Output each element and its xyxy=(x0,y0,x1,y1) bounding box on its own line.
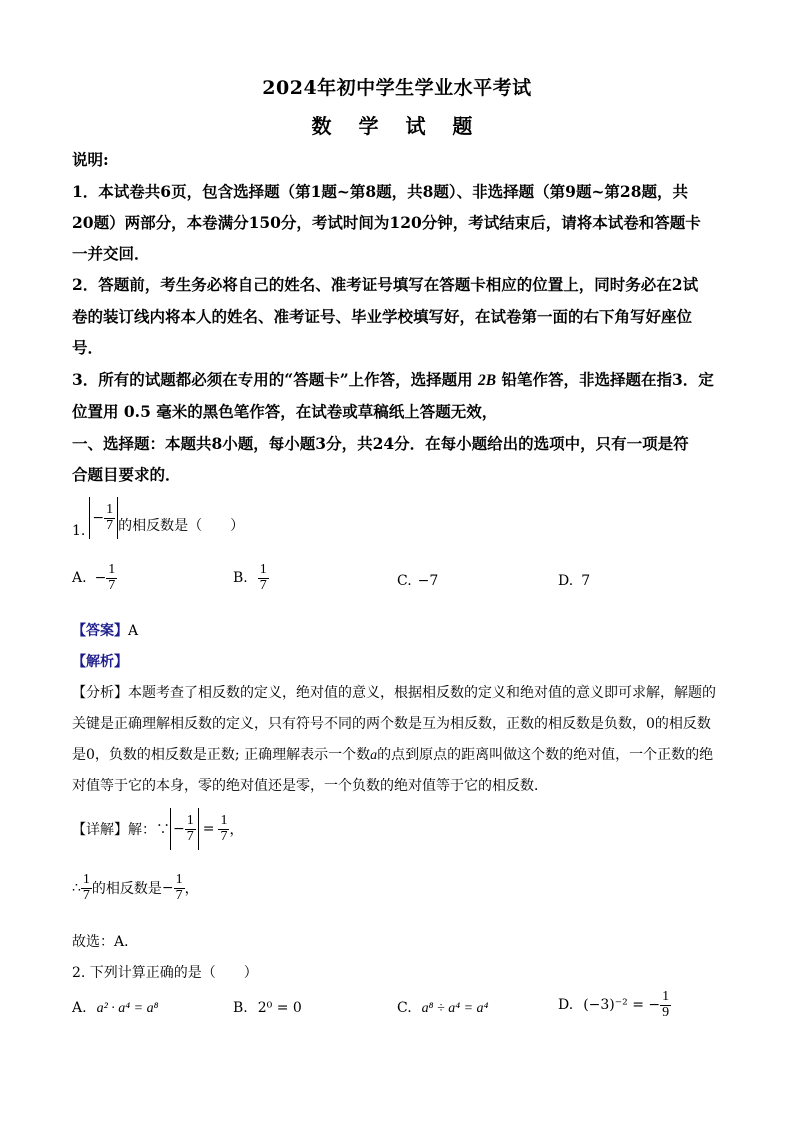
q2-option-b xyxy=(233,1000,302,1016)
instruction-3-pencil: 2B xyxy=(478,372,497,389)
q1-option-c xyxy=(397,573,438,589)
detail-prefix: 解：∵ xyxy=(128,822,170,838)
instruction-1-line-2: 20题）两部分，本卷满分150分，考试时间为120分钟，考试结束后，请将本试卷和答题卡 xyxy=(72,213,701,232)
fraction-denominator: 7 xyxy=(106,517,114,533)
fenxi-line-1 xyxy=(72,682,716,702)
fraction xyxy=(258,563,269,593)
option-value: 7 xyxy=(581,573,591,589)
instruction-3-part-c: 铅笔作答，非选择题在指3．定 xyxy=(496,370,714,389)
option-expression: a⁸ ÷ a⁴ = a⁴ xyxy=(421,1001,489,1016)
fraction-denominator: 7 xyxy=(82,887,90,903)
minus-sign: − xyxy=(92,510,105,526)
fraction xyxy=(218,814,229,844)
therefore-symbol: ∴ xyxy=(72,880,81,897)
fraction-numerator: 1 xyxy=(106,501,114,517)
option-label: B. xyxy=(233,1000,248,1016)
section-1-line-1: 一、选择题：本题共8小题，每小题3分，共24分．在每小题给出的选项中，只有一项是符 xyxy=(72,434,689,453)
fraction-denominator: 9 xyxy=(662,1004,670,1020)
fraction-denominator: 7 xyxy=(186,828,194,844)
fenxi-line-4: 对值等于它的本身，零的绝对值还是零，一个负数的绝对值等于它的相反数． xyxy=(72,778,548,794)
detail-tag: 【详解】 xyxy=(72,822,128,838)
fenxi-text: 本题考查了相反数的定义，绝对值的意义，根据相反数的定义和绝对值的意义即可求解，解题的 xyxy=(128,685,716,701)
option-expression: a² · a⁴ = a⁸ xyxy=(96,1001,159,1016)
instruction-2-line-2: 卷的装订线内将本人的姓名、准考证号、毕业学校填写好，在试卷第一面的右下角写好座位 xyxy=(72,307,693,326)
q2-option-d xyxy=(558,990,671,1020)
fraction-numerator: 1 xyxy=(186,812,194,828)
option-value: −7 xyxy=(417,573,439,589)
question-2-stem: 2. 下列计算正确的是（ ） xyxy=(72,965,258,981)
answer-line xyxy=(72,620,138,640)
fenxi-text: 是0，负数的相反数是正数; 正确理解表示一个数 xyxy=(72,747,371,763)
minus-sign: − xyxy=(173,821,185,837)
variable-a: a xyxy=(370,748,378,763)
subject-title: 数 学 试 题 xyxy=(311,114,483,138)
absolute-value-expression xyxy=(89,497,118,539)
instruction-1-line-1: 1．本试卷共6页，包含选择题（第1题~第8题，共8题）、非选择题（第9题~第28题，共 xyxy=(72,182,689,201)
instruction-3-line-1 xyxy=(72,368,714,390)
exam-title: 2024年初中学生学业水平考试 xyxy=(262,77,532,99)
answer-value: A xyxy=(128,623,139,639)
fenxi-line-3 xyxy=(72,744,713,764)
fraction xyxy=(106,563,117,593)
question-1-number: 1. xyxy=(72,523,86,539)
instruction-3-line-2: 位置用 0.5 毫米的黑色笔作答，在试卷或草稿纸上答题无效， xyxy=(72,402,498,421)
instructions-heading: 说明: xyxy=(72,150,109,169)
question-1-stem xyxy=(72,497,244,539)
fraction-numerator: 1 xyxy=(108,562,116,577)
option-label: D. xyxy=(558,997,574,1014)
fraction-denominator: 7 xyxy=(259,577,267,593)
question-1-stem-tail: 的相反数是（ ） xyxy=(118,518,245,534)
fraction-denominator: 7 xyxy=(108,577,116,593)
fraction xyxy=(81,873,92,903)
fenxi-tag: 【分析】 xyxy=(72,685,128,701)
fraction-denominator: 7 xyxy=(220,828,228,844)
minus-sign: − xyxy=(161,880,174,897)
detail-line xyxy=(72,808,243,850)
analysis-tag-text: 【解析】 xyxy=(72,654,128,670)
q1-option-a xyxy=(72,563,117,593)
option-label: C. xyxy=(397,1000,412,1016)
option-expression: (−3)⁻² = − xyxy=(583,997,661,1014)
fenxi-text: 的点到原点的距离叫做这个数的绝对值，一个正数的绝 xyxy=(377,747,714,763)
option-label: A. xyxy=(72,570,87,587)
minus-sign: − xyxy=(94,570,107,587)
fenxi-line-2: 关键是正确理解相反数的定义，只有符号不同的两个数是互为相反数，正数的相反数是负数，0的相反数 xyxy=(72,716,711,732)
fraction-numerator: 1 xyxy=(662,989,670,1004)
answer-tag: 【答案】 xyxy=(72,623,128,639)
choose-line: 故选：A． xyxy=(72,934,139,950)
instruction-1-line-3: 一并交回． xyxy=(72,244,150,263)
instruction-2-line-3: 号． xyxy=(72,338,104,357)
comma: ， xyxy=(184,881,199,898)
fraction-denominator: 7 xyxy=(175,887,183,903)
fraction-numerator: 1 xyxy=(82,872,90,887)
fraction-numerator: 1 xyxy=(220,812,228,828)
instruction-3-part-a: 3．所有的试题都必须在专用的“答题卡”上作答，选择题用 xyxy=(72,370,479,389)
q2-option-a xyxy=(72,1000,158,1017)
fraction xyxy=(174,873,185,903)
analysis-tag xyxy=(72,651,128,671)
comma: ， xyxy=(229,822,244,838)
fraction-numerator: 1 xyxy=(259,562,267,577)
instruction-2-line-1: 2．答题前，考生务必将自己的姓名、准考证号填写在答题卡相应的位置上，同时务必在2试 xyxy=(72,275,699,294)
q1-option-b xyxy=(233,563,269,593)
fraction xyxy=(104,503,115,533)
option-label: D. xyxy=(558,573,574,589)
absolute-value-expression xyxy=(170,808,199,850)
therefore-line xyxy=(72,873,199,903)
option-label: C. xyxy=(397,573,412,589)
q2-option-c xyxy=(397,1000,488,1017)
option-expression: 2⁰ = 0 xyxy=(257,1000,302,1016)
fraction xyxy=(660,990,671,1020)
fraction xyxy=(185,814,196,844)
option-label: B. xyxy=(233,570,248,587)
section-1-line-2: 合题目要求的． xyxy=(72,465,181,484)
option-label: A. xyxy=(72,1000,87,1016)
fraction-numerator: 1 xyxy=(175,872,183,887)
q1-option-d xyxy=(558,573,590,589)
therefore-text: 的相反数是 xyxy=(91,881,162,898)
equals-sign: = xyxy=(202,821,215,837)
